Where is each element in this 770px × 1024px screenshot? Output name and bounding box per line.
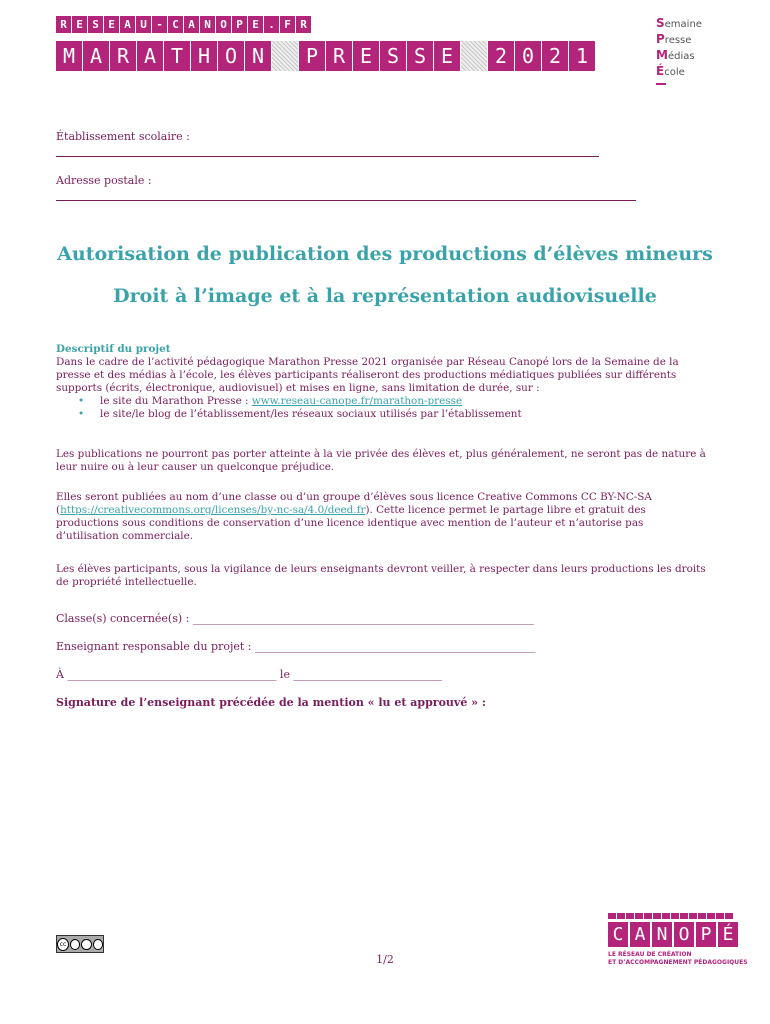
canope-strip-cell xyxy=(725,913,733,919)
nc-icon xyxy=(81,939,91,950)
signature-label: Signature de l’enseignant précédée de la mention « lu et approuvé » : xyxy=(56,696,486,709)
canope-strip-cell xyxy=(635,913,643,919)
banner-letter: E xyxy=(248,16,263,33)
banner-letter: S xyxy=(88,16,103,33)
cc-icon: cc xyxy=(57,938,69,951)
spme-word xyxy=(656,64,702,80)
banner-letter: . xyxy=(264,16,279,33)
marathon-link[interactable]: www.reseau-canope.fr/marathon-presse xyxy=(251,395,463,407)
canope-strip-cell xyxy=(707,913,715,919)
canope-strip-cell xyxy=(671,913,679,919)
spme-initial: S xyxy=(656,16,665,30)
spme-initial: É xyxy=(656,64,665,78)
banner-letter: P xyxy=(232,16,247,33)
banner-gap xyxy=(461,41,487,71)
canope-strip-cell xyxy=(626,913,634,919)
by-icon xyxy=(70,939,80,950)
etablissement-line[interactable] xyxy=(56,156,599,157)
adresse-label: Adresse postale : xyxy=(56,174,152,187)
canope-strip-cell xyxy=(617,913,625,919)
banner-letter: A xyxy=(137,41,163,71)
spme-rest: cole xyxy=(664,67,685,78)
privacy-paragraph: Les publications ne pourront pas porter atteinte à la vie privée des élèves et, plus généralement, ne seront pas de nature à leur nuire ou à leur causer un quelconque préjudice. xyxy=(56,448,706,473)
canope-strip-cell xyxy=(698,913,706,919)
banner-letter: S xyxy=(407,41,433,71)
descriptif-section xyxy=(56,343,706,421)
banner-letter: O xyxy=(216,16,231,33)
marathon-presse-banner xyxy=(56,41,595,71)
adresse-line[interactable] xyxy=(56,200,636,201)
canope-strip-cell xyxy=(680,913,688,919)
spme-initial: P xyxy=(656,32,665,46)
canope-strip-cell xyxy=(662,913,670,919)
canope-letter: O xyxy=(674,922,694,947)
list-item xyxy=(100,395,706,408)
banner-letter: T xyxy=(164,41,190,71)
canope-letter: C xyxy=(608,922,628,947)
spme-rest: emaine xyxy=(664,19,702,30)
banner-letter: H xyxy=(191,41,217,71)
banner-letter: S xyxy=(380,41,406,71)
banner-letter: - xyxy=(152,16,167,33)
banner-letter: R xyxy=(110,41,136,71)
enseignant-field[interactable]: Enseignant responsable du projet : ___________________________________________________ xyxy=(56,640,536,653)
canope-top-strip xyxy=(608,913,733,919)
banner-letter: O xyxy=(218,41,244,71)
canope-tagline xyxy=(608,951,748,967)
license-text-b: ). Cette licence permet le partage libre et gratuit des productions sous conditions de conservation d’une licence identique avec mention de l’auteur et n’autorise pas d’utilisation commerciale. xyxy=(56,504,646,542)
list-item: • le site/le blog de l’établissement/les réseaux sociaux utilisés par l’établissement xyxy=(100,408,706,421)
banner-letter: N xyxy=(245,41,271,71)
banner-letter: A xyxy=(184,16,199,33)
canope-strip-cell xyxy=(644,913,652,919)
spme-word xyxy=(656,16,702,32)
publication-list xyxy=(56,395,706,421)
banner-letter: R xyxy=(326,41,352,71)
banner-letter: A xyxy=(120,16,135,33)
canope-strip-cell xyxy=(653,913,661,919)
canope-tagline-2: ET D’ACCOMPAGNEMENT PÉDAGOGIQUES xyxy=(608,959,748,966)
banner-letter: 1 xyxy=(569,41,595,71)
spme-word xyxy=(656,32,702,48)
canope-strip-cell xyxy=(608,913,616,919)
license-link[interactable]: https://creativecommons.org/licenses/by-nc-sa/4.0/deed.fr xyxy=(60,504,366,516)
creative-commons-badge xyxy=(56,935,104,953)
list-item-text: le site du Marathon Presse : xyxy=(100,395,252,407)
banner-letter: A xyxy=(83,41,109,71)
spme-initial: M xyxy=(656,48,668,62)
canope-letter: A xyxy=(630,922,650,947)
page-number: 1/2 xyxy=(376,953,394,966)
license-text-a: Elles seront publiées au nom d’une classe ou d’un groupe d’élèves sous licence Creative Commons CC BY-NC-SA ( xyxy=(56,491,652,516)
banner-letter: E xyxy=(353,41,379,71)
spme-rest: resse xyxy=(664,35,692,46)
page-title: Autorisation de publication des productions d’élèves mineurs xyxy=(57,243,713,265)
banner-gap xyxy=(272,41,298,71)
spme-word xyxy=(656,48,702,64)
descriptif-paragraph: Dans le cadre de l’activité pédagogique Marathon Presse 2021 organisée par Réseau Canopé lors de la Semaine de la presse et des médias à l’école, les élèves participants réaliseront des productions médiatiques publiées sur différents supports (écrits, électronique, audiovisuel) et mises en ligne, sans limitation de durée, sur : xyxy=(56,356,679,394)
banner-letter: E xyxy=(104,16,119,33)
spme-rest: édias xyxy=(667,51,695,62)
classe-field[interactable]: Classe(s) concernée(s) : ______________________________________________________________ xyxy=(56,612,534,625)
banner-letter: R xyxy=(56,16,71,33)
banner-letter: C xyxy=(168,16,183,33)
canope-logo xyxy=(608,922,738,947)
lieu-date-field[interactable]: À ______________________________________ le ___________________________ xyxy=(56,668,442,681)
page-subtitle: Droit à l’image et à la représentation audiovisuelle xyxy=(113,285,657,307)
banner-letter: E xyxy=(72,16,87,33)
banner-letter: F xyxy=(280,16,295,33)
banner-letter: 2 xyxy=(542,41,568,71)
descriptif-heading: Descriptif du projet xyxy=(56,343,171,355)
banner-letter: M xyxy=(56,41,82,71)
canope-letter: P xyxy=(696,922,716,947)
canope-strip-cell xyxy=(716,913,724,919)
canope-letter: É xyxy=(718,922,738,947)
banner-letter: R xyxy=(296,16,311,33)
banner-letter: E xyxy=(434,41,460,71)
canope-tagline-1: LE RÉSEAU DE CRÉATION xyxy=(608,951,692,958)
license-paragraph xyxy=(56,491,706,543)
canope-letter: N xyxy=(652,922,672,947)
banner-letter: N xyxy=(200,16,215,33)
sa-icon xyxy=(93,939,103,950)
etablissement-label: Établissement scolaire : xyxy=(56,130,190,143)
banner-letter: 0 xyxy=(515,41,541,71)
banner-letter: 2 xyxy=(488,41,514,71)
banner-letter: U xyxy=(136,16,151,33)
banner-letter: P xyxy=(299,41,325,71)
ip-paragraph: Les élèves participants, sous la vigilance de leurs enseignants devront veiller, à respecter dans leurs productions les droits de propriété intellectuelle. xyxy=(56,563,706,588)
site-banner xyxy=(56,16,311,33)
spme-bar xyxy=(656,83,666,85)
canope-strip-cell xyxy=(689,913,697,919)
spme-logo xyxy=(656,16,702,85)
